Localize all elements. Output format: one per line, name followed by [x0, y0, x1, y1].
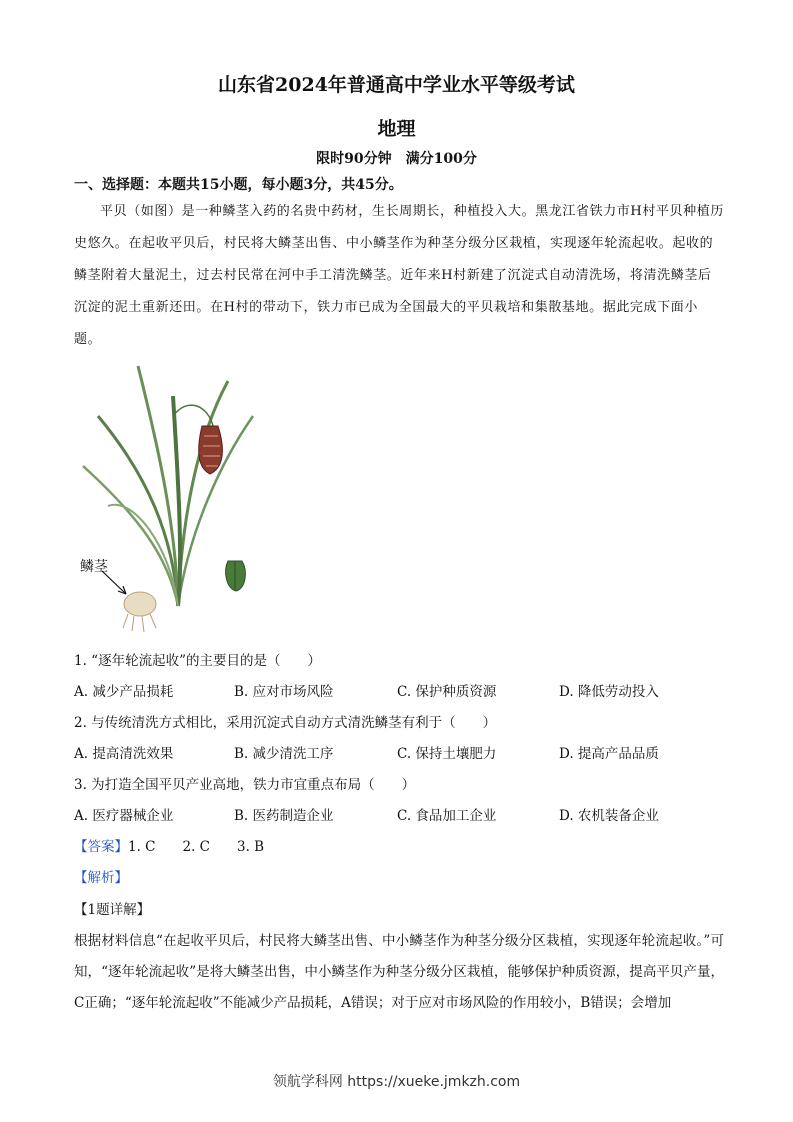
answer-tag: 【答案】: [74, 839, 128, 855]
q2-option-a: A. 提高清洗效果: [74, 746, 174, 762]
q3-option-c: C. 食品加工企业: [397, 808, 497, 824]
detail-title: 【1题详解】: [74, 902, 151, 918]
analysis-text: 根据材料信息“在起收平贝后，村民将大鳞茎出售、中小鳞茎作为种茎分级分区栽植，实现逐年轮流起收。”可知，“逐年轮流起收”是将大鳞茎出售，中小鳞茎作为种茎分级分区栽植，能够保护种质资源，提高平贝产量，C正确；“逐年轮流起收”不能减少产品损耗，A错误；对于应对市场风险的作用较小，B错误；会增加: [74, 933, 724, 1011]
time-score-line: 限时90分钟 满分100分: [316, 151, 477, 167]
q1-option-c: C. 保护种质资源: [397, 684, 497, 700]
question-2-stem: 2. 与传统清洗方式相比，采用沉淀式自动方式清洗鳞茎有利于（ ）: [74, 715, 497, 731]
section-heading: 一、选择题：本题共15小题，每小题3分，共45分。: [74, 177, 403, 193]
q2-option-b: B. 减少清洗工序: [234, 746, 334, 762]
q3-option-b: B. 医药制造企业: [234, 808, 334, 824]
q2-option-c: C. 保持土壤肥力: [397, 746, 497, 762]
q1-option-b: B. 应对市场风险: [234, 684, 334, 700]
q2-option-d: D. 提高产品品质: [559, 746, 659, 762]
plant-illustration: [78, 356, 268, 636]
subject-title: 地理: [377, 118, 416, 140]
analysis-tag: 【解析】: [74, 870, 128, 886]
bulb-label: 鳞茎: [80, 559, 108, 575]
fritillaria-plant-image: [78, 356, 268, 636]
q3-option-a: A. 医疗器械企业: [74, 808, 174, 824]
footer-watermark: 领航学科网 https://xueke.jmkzh.com: [272, 1074, 521, 1090]
answer-line: [74, 835, 264, 855]
reading-passage: 平贝（如图）是一种鳞茎入药的名贵中药材，生长周期长，种植投入大。黑龙江省铁力市H村平贝种植历史悠久。在起收平贝后，村民将大鳞茎出售、中小鳞茎作为种茎分级分区栽植，实现逐年轮流起收。起收的鳞茎附着大量泥土，过去村民常在河中手工清洗鳞茎。近年来H村新建了沉淀式自动清洗场，将清洗鳞茎后沉淀的泥土重新还田。在H村的带动下，铁力市已成为全国最大的平贝栽培和集散基地。据此完成下面小题。: [74, 204, 724, 347]
q3-option-d: D. 农机装备企业: [559, 808, 659, 824]
question-3-stem: 3. 为打造全国平贝产业高地，铁力市宜重点布局（ ）: [74, 777, 416, 793]
answer-items: 1. C 2. C 3. B: [128, 839, 265, 855]
q1-option-d: D. 降低劳动投入: [559, 684, 659, 700]
question-1-stem: 1. “逐年轮流起收”的主要目的是（ ）: [74, 653, 321, 669]
q1-option-a: A. 减少产品损耗: [74, 684, 174, 700]
exam-title: 山东省2024年普通高中学业水平等级考试: [218, 74, 575, 96]
